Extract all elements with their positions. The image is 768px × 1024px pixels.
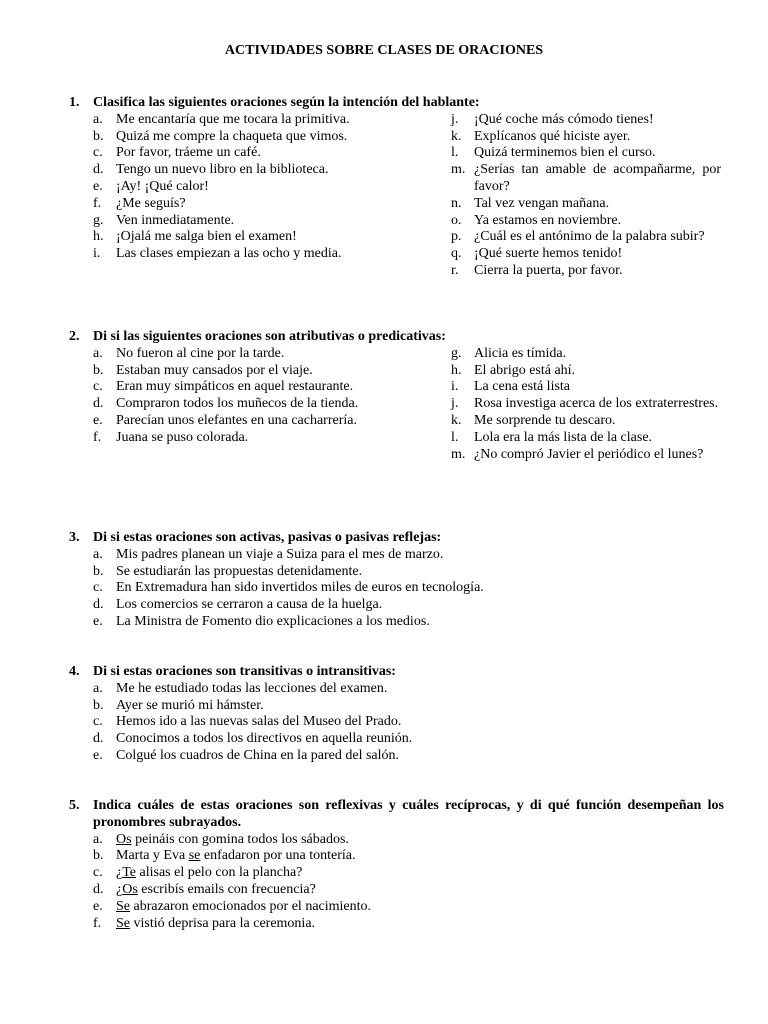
item-letter: m. xyxy=(451,446,466,462)
section-2 xyxy=(64,329,724,462)
underlined-pronoun: Se xyxy=(116,915,130,931)
list-item xyxy=(93,413,361,430)
list-item xyxy=(451,196,721,213)
list-item xyxy=(93,396,361,413)
item-letter: c. xyxy=(93,145,103,161)
list-item xyxy=(93,916,723,933)
list-item xyxy=(93,832,723,849)
item-letter: d. xyxy=(93,162,104,178)
item-text-post: vistió deprisa para la ceremonia. xyxy=(130,915,316,931)
section-5 xyxy=(64,798,724,932)
list-item xyxy=(93,865,723,882)
item-text: Quizá me compre la chaqueta que vimos. xyxy=(116,128,348,144)
item-text: Explícanos qué hiciste ayer. xyxy=(474,128,631,144)
section-4 xyxy=(64,664,724,765)
item-text: ¡Ay! ¡Qué calor! xyxy=(116,178,209,194)
section-3 xyxy=(64,530,724,631)
list-item xyxy=(93,162,361,179)
item-letter: d. xyxy=(93,731,104,747)
item-letter: l. xyxy=(451,145,459,161)
item-letter: f. xyxy=(93,195,102,211)
item-text: La Ministra de Fomento dio explicaciones a los medios. xyxy=(116,613,430,629)
item-text: ¿Cuál es el antónimo de la palabra subir? xyxy=(474,229,705,245)
section-1 xyxy=(64,95,724,278)
item-letter: n. xyxy=(451,195,462,211)
item-text: Colgué los cuadros de China en la pared del salón. xyxy=(116,747,400,763)
list-item xyxy=(451,129,721,146)
list-item xyxy=(93,179,361,196)
item-text: La cena está lista xyxy=(474,379,571,395)
left-column xyxy=(93,112,361,263)
item-letter: d. xyxy=(93,597,104,613)
item-letter: j. xyxy=(451,111,459,127)
item-letter: d. xyxy=(93,881,104,897)
item-letter: c. xyxy=(93,379,103,395)
list-item xyxy=(451,396,721,413)
item-letter: p. xyxy=(451,229,462,245)
item-text: Parecían unos elefantes en una cacharrería. xyxy=(116,412,357,428)
list-item xyxy=(93,698,723,715)
item-letter: k. xyxy=(451,412,462,428)
list-item xyxy=(93,882,723,899)
item-list xyxy=(93,832,723,933)
item-letter: r. xyxy=(451,262,459,278)
section-heading xyxy=(64,530,724,547)
list-item xyxy=(93,597,723,614)
list-item xyxy=(93,246,361,263)
item-text: Tal vez vengan mañana. xyxy=(474,195,610,211)
list-item xyxy=(93,379,361,396)
list-item xyxy=(451,112,721,129)
item-text: Hemos ido a las nuevas salas del Museo del Prado. xyxy=(116,714,402,730)
item-text: Las clases empiezan a las ocho y media. xyxy=(116,246,342,262)
section-heading-text: Indica cuáles de estas oraciones son reflexivas y cuáles recíprocas, y di qué función desempeñan los pronombres subrayados. xyxy=(93,798,724,830)
list-item xyxy=(93,346,361,363)
list-item xyxy=(93,748,723,765)
list-item xyxy=(93,129,361,146)
item-text-post: enfadaron por una tontería. xyxy=(200,848,356,864)
item-text: Ayer se murió mi hámster. xyxy=(116,697,264,713)
item-text: Tengo un nuevo libro en la biblioteca. xyxy=(116,162,329,178)
item-text-post: alisas el pelo con la plancha? xyxy=(136,865,303,881)
item-letter: h. xyxy=(93,229,104,245)
list-item xyxy=(451,363,721,380)
list-item xyxy=(93,547,723,564)
list-item xyxy=(93,196,361,213)
item-text-pre: ¿ xyxy=(116,865,123,881)
section-heading xyxy=(64,664,724,681)
item-text: En Extremadura han sido invertidos miles de euros en tecnología. xyxy=(116,580,484,596)
list-item xyxy=(451,213,721,230)
section-number: 5. xyxy=(69,798,80,813)
underlined-pronoun: se xyxy=(188,848,201,864)
list-item xyxy=(93,899,723,916)
list-item xyxy=(451,447,721,464)
item-letter: k. xyxy=(451,128,462,144)
list-item xyxy=(93,145,361,162)
section-heading xyxy=(64,798,724,832)
section-heading-text: Di si estas oraciones son activas, pasivas o pasivas reflejas: xyxy=(93,530,442,545)
item-text: ¡Qué suerte hemos tenido! xyxy=(474,246,623,262)
item-letter: e. xyxy=(93,412,103,428)
item-letter: g. xyxy=(451,345,462,361)
item-letter: e. xyxy=(93,613,103,629)
list-item xyxy=(93,213,361,230)
item-letter: b. xyxy=(93,563,104,579)
section-number: 1. xyxy=(69,95,80,110)
item-text: Eran muy simpáticos en aquel restaurante. xyxy=(116,379,354,395)
item-text: Mis padres planean un viaje a Suiza para el mes de marzo. xyxy=(116,546,444,562)
item-letter: c. xyxy=(93,580,103,596)
right-column xyxy=(451,112,721,280)
item-letter: m. xyxy=(451,162,466,178)
section-heading-text: Di si estas oraciones son transitivas o intransitivas: xyxy=(93,664,396,679)
section-number: 2. xyxy=(69,329,80,344)
item-text: ¡Qué coche más cómodo tienes! xyxy=(474,111,654,127)
section-number: 3. xyxy=(69,530,80,545)
item-text: Me encantaría que me tocara la primitiva. xyxy=(116,111,350,127)
item-text-post: peináis con gomina todos los sábados. xyxy=(131,831,349,847)
item-text: Por favor, tráeme un café. xyxy=(116,145,261,161)
left-column xyxy=(93,346,361,447)
item-text: Lola era la más lista de la clase. xyxy=(474,429,653,445)
right-column xyxy=(451,346,721,464)
list-item xyxy=(93,714,723,731)
item-letter: f. xyxy=(93,915,102,931)
item-text: Ven inmediatamente. xyxy=(116,212,235,228)
item-letter: q. xyxy=(451,246,462,262)
list-item xyxy=(93,614,723,631)
item-text: Alicia es tímida. xyxy=(474,345,567,361)
item-letter: l. xyxy=(451,429,459,445)
item-text-pre: Marta y Eva xyxy=(116,848,189,864)
item-letter: c. xyxy=(93,714,103,730)
item-letter: d. xyxy=(93,396,104,412)
section-heading xyxy=(64,95,724,112)
item-text: ¿Serías tan amable de acompañarme, por favor? xyxy=(474,162,721,194)
underlined-pronoun: Os xyxy=(122,881,138,897)
section-heading-text: Di si las siguientes oraciones son atributivas o predicativas: xyxy=(93,329,446,344)
list-item xyxy=(93,229,361,246)
list-item xyxy=(93,848,723,865)
item-letter: c. xyxy=(93,865,103,881)
item-letter: g. xyxy=(93,212,104,228)
item-letter: h. xyxy=(451,362,462,378)
list-item xyxy=(451,413,721,430)
page-title: ACTIVIDADES SOBRE CLASES DE ORACIONES xyxy=(224,43,544,58)
item-list xyxy=(93,547,723,631)
list-item xyxy=(451,162,721,196)
item-letter: e. xyxy=(93,898,103,914)
item-text: Compraron todos los muñecos de la tienda. xyxy=(116,396,359,412)
list-item xyxy=(93,580,723,597)
list-item xyxy=(451,379,721,396)
item-text-pre: ¿ xyxy=(116,881,123,897)
list-item xyxy=(93,430,361,447)
section-heading-text: Clasifica las siguientes oraciones según la intención del hablante: xyxy=(93,95,480,110)
list-item xyxy=(451,430,721,447)
item-text: Quizá terminemos bien el curso. xyxy=(474,145,656,161)
item-letter: a. xyxy=(93,831,103,847)
list-item xyxy=(451,263,721,280)
item-text: ¡Ojalá me salga bien el examen! xyxy=(116,229,297,245)
list-item xyxy=(93,112,361,129)
list-item xyxy=(93,564,723,581)
item-text-post: abrazaron emocionados por el nacimiento. xyxy=(130,898,372,914)
item-letter: j. xyxy=(451,396,459,412)
item-list xyxy=(93,681,723,765)
list-item xyxy=(93,681,723,698)
item-letter: i. xyxy=(93,246,101,262)
item-letter: b. xyxy=(93,848,104,864)
underlined-pronoun: Os xyxy=(116,831,132,847)
underlined-pronoun: Se xyxy=(116,898,130,914)
item-text: ¿No compró Javier el periódico el lunes? xyxy=(474,446,704,462)
item-text: Rosa investiga acerca de los extraterrestres. xyxy=(474,396,719,412)
section-heading xyxy=(64,329,724,346)
item-text: Los comercios se cerraron a causa de la huelga. xyxy=(116,597,383,613)
item-text: Cierra la puerta, por favor. xyxy=(474,262,623,278)
list-item xyxy=(451,346,721,363)
list-item xyxy=(93,731,723,748)
underlined-pronoun: Te xyxy=(122,865,137,881)
item-text: ¿Me seguís? xyxy=(116,195,186,211)
item-letter: b. xyxy=(93,128,104,144)
item-text: Me he estudiado todas las lecciones del examen. xyxy=(116,680,388,696)
item-letter: a. xyxy=(93,345,103,361)
item-letter: b. xyxy=(93,697,104,713)
item-text: Estaban muy cansados por el viaje. xyxy=(116,362,313,378)
list-item xyxy=(451,229,721,246)
list-item xyxy=(451,145,721,162)
item-text-post: escribís emails con frecuencia? xyxy=(137,881,316,897)
item-text: Juana se puso colorada. xyxy=(116,429,249,445)
item-text: Se estudiarán las propuestas detenidamente. xyxy=(116,563,363,579)
item-letter: a. xyxy=(93,546,103,562)
item-letter: b. xyxy=(93,362,104,378)
item-letter: i. xyxy=(451,379,459,395)
item-letter: a. xyxy=(93,680,103,696)
item-text: No fueron al cine por la tarde. xyxy=(116,345,285,361)
item-letter: f. xyxy=(93,429,102,445)
list-item xyxy=(451,246,721,263)
item-text: El abrigo está ahí. xyxy=(474,362,576,378)
item-text: Conocimos a todos los directivos en aquella reunión. xyxy=(116,731,413,747)
item-letter: e. xyxy=(93,178,103,194)
item-letter: o. xyxy=(451,212,462,228)
item-letter: e. xyxy=(93,747,103,763)
list-item xyxy=(93,363,361,380)
section-number: 4. xyxy=(69,664,80,679)
item-text: Me sorprende tu descaro. xyxy=(474,412,616,428)
item-text: Ya estamos en noviembre. xyxy=(474,212,622,228)
item-letter: a. xyxy=(93,111,103,127)
